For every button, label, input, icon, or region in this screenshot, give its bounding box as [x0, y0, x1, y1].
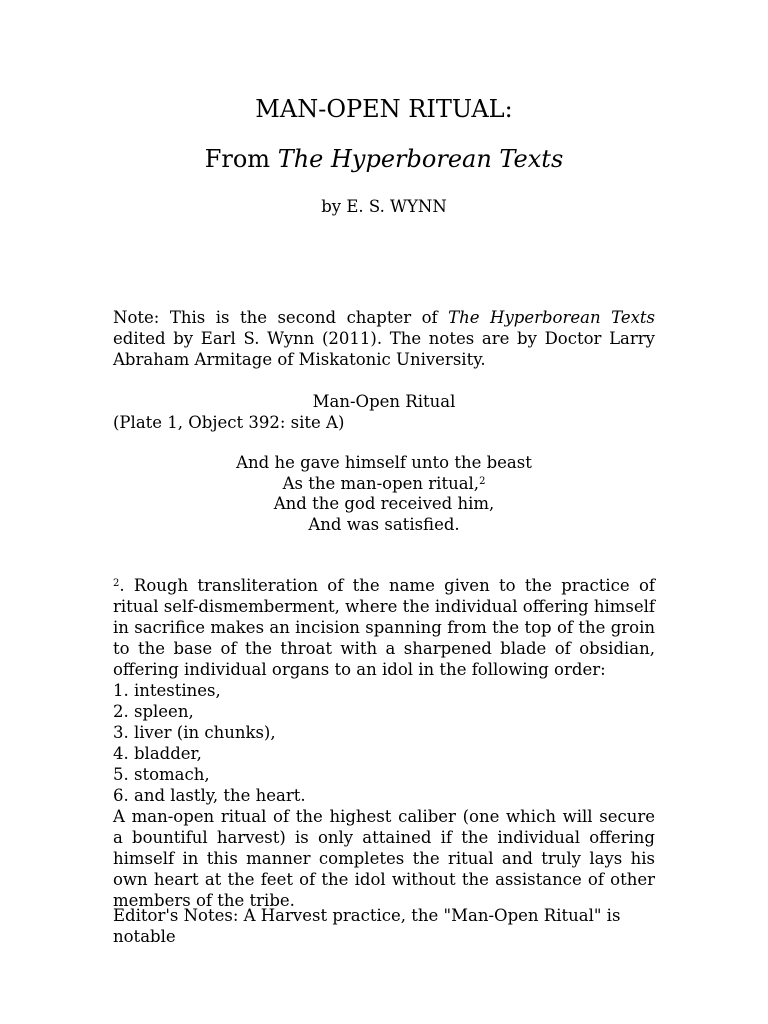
footnote-reference[interactable]: 2	[479, 475, 486, 487]
verse-line	[113, 474, 655, 495]
subtitle-prefix: From	[204, 145, 278, 173]
document-subtitle	[0, 144, 768, 174]
editor-notes: Editor's Notes: A Harvest practice, the "Man-Open Ritual" is notable	[113, 906, 621, 946]
document-title: MAN-OPEN RITUAL:	[255, 95, 513, 123]
verse-line: And was satisfied.	[308, 514, 460, 534]
verse-line-text: As the man-open ritual,	[282, 473, 480, 493]
footnote-marker: 2	[113, 578, 120, 589]
footnote-intro	[113, 575, 655, 680]
list-item: 1. intestines,	[113, 681, 221, 700]
verse-block	[113, 453, 655, 535]
list-item: 5. stomach,	[113, 765, 210, 784]
list-item: 6. and lastly, the heart.	[113, 786, 306, 805]
footnote-intro-text: . Rough transliteration of the name given to the practice of ritual self-dismemberment, where the individual offering himself in sacrifice makes an incision spanning from the top of the groin to the base of the throat with a sharpened blade of obsidian, offering individual organs to an idol in the following order:	[113, 576, 655, 679]
note-suffix: edited by Earl S. Wynn (2011). The notes are by Doctor Larry Abraham Armitage of Miskatonic University.	[113, 329, 655, 369]
author-byline: by E. S. WYNN	[321, 197, 447, 216]
section-heading: Man-Open Ritual	[312, 392, 456, 411]
verse-line: And the god received him,	[273, 494, 495, 513]
note-book-title: The Hyperborean Texts	[448, 308, 655, 327]
list-item: 3. liver (in chunks),	[113, 723, 276, 742]
list-item: 2. spleen,	[113, 702, 194, 721]
footnote-conclusion: A man-open ritual of the highest caliber (one which will secure a bountiful harvest) is only attained if the individual offering himself in this manner completes the ritual and truly lays his own heart at the feet of the idol without the assistance of other members of the tribe.	[113, 807, 655, 910]
subtitle-book-title: The Hyperborean Texts	[277, 145, 564, 173]
verse-line: And he gave himself unto the beast	[236, 453, 532, 472]
intro-note	[113, 307, 655, 370]
footnote	[113, 575, 655, 911]
list-item: 4. bladder,	[113, 744, 202, 763]
plate-reference: (Plate 1, Object 392: site A)	[113, 413, 345, 432]
note-prefix: Note: This is the second chapter of	[113, 308, 449, 327]
